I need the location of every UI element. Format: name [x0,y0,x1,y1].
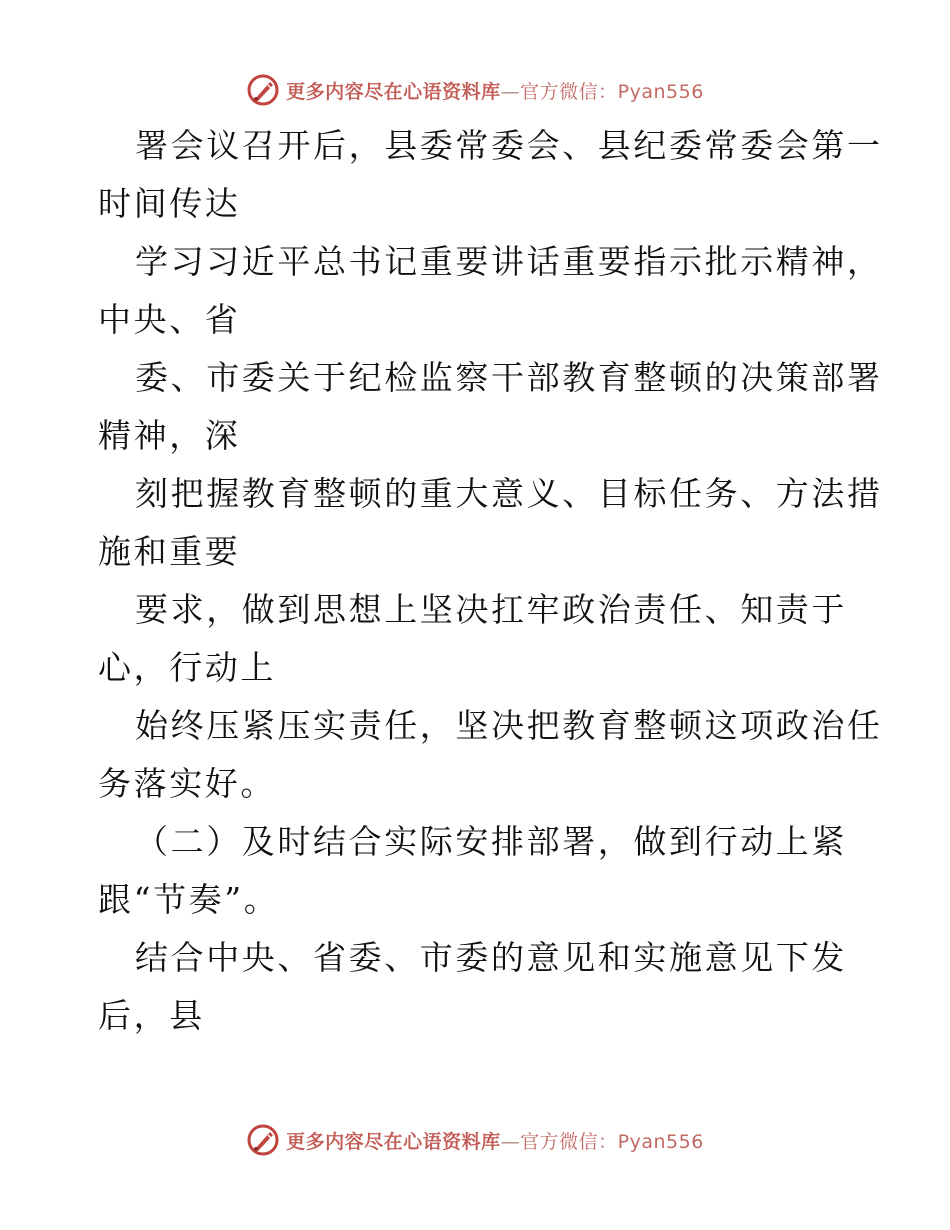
watermark-text [286,1127,704,1154]
text-line: 心，行动上 [98,648,276,687]
text-line: 要求，做到思想上坚决扛牢政治责任、知责于 [135,590,847,629]
text-line: （二）及时结合实际安排部署，做到行动上紧 [135,822,847,861]
watermark-separator: — [500,1130,521,1153]
text-line: 后，县 [98,996,205,1035]
text-line: 务落实好。 [98,764,276,803]
watermark-separator: — [500,80,521,103]
watermark-wechat: 官方微信：Pyan556 [520,1130,704,1153]
document-body [98,117,883,1045]
watermark-brand: 更多内容尽在心语资料库 [286,1130,501,1153]
text-line: 署会议召开后，县委常委会、县纪委常委会第一 [135,126,883,165]
quill-logo-icon [246,1123,280,1157]
text-line: 刻把握教育整顿的重大意义、目标任务、方法措 [135,474,883,513]
text-line: 中央、省 [98,300,241,339]
watermark-text [286,77,704,104]
text-line: 结合中央、省委、市委的意见和实施意见下发 [135,938,847,977]
text-line: 时间传达 [98,184,241,223]
quill-logo-icon [246,73,280,107]
footer-watermark [0,1120,950,1160]
text-line: 精神，深 [98,416,241,455]
text-line: 跟“节奏”。 [98,880,280,919]
header-watermark [0,70,950,110]
text-line: 施和重要 [98,532,241,571]
watermark-wechat: 官方微信：Pyan556 [520,80,704,103]
text-line: 委、市委关于纪检监察干部教育整顿的决策部署 [135,358,883,397]
watermark-brand: 更多内容尽在心语资料库 [286,80,501,103]
text-line: 学习习近平总书记重要讲话重要指示批示精神， [135,242,883,281]
text-line: 始终压紧压实责任，坚决把教育整顿这项政治任 [135,706,883,745]
